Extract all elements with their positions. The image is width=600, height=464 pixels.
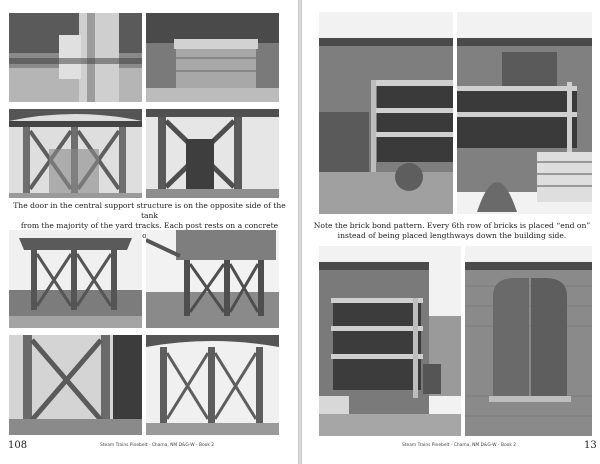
photo-tank-support-post [9,13,142,102]
photo-water-tank-left [9,230,142,328]
left-caption-line1: The door in the central support structure is on the opposite side of the tank [13,201,286,220]
right-page-number: 13 [584,440,597,451]
photo-tank-understructure-front [9,109,142,198]
right-footer: Steam Trains Pinebelt - Chama, NM D&G-W - Book 2 [402,443,517,448]
left-caption-line2: from the majority of the yard tracks. Each post rests on a concrete [20,221,279,230]
left-page [0,0,298,464]
photo-tank-hatch-box [146,13,279,102]
photo-water-tank-right [146,230,279,328]
right-page [302,0,600,464]
photo-brick-building-bins-left [319,12,453,214]
photo-tank-bracing-closeup [9,335,142,435]
photo-brick-building-corner [319,246,461,436]
photo-tank-understructure-door [146,109,279,198]
left-page-number: 108 [8,440,28,451]
left-footer: Steam Trains Pinebelt - Chama, NM D&G-W - Book 2 [100,443,215,448]
photo-brick-building-double-door [465,246,592,436]
right-caption-line1: Note the brick bond pattern. Every 6th row of bricks is placed “end on” [313,221,591,230]
right-caption [312,221,592,241]
right-caption-line2: instead of being placed lengthways down the building side. [337,231,567,240]
photo-brick-building-bins-right [457,12,592,214]
photo-tank-bracing-wide [146,335,279,435]
